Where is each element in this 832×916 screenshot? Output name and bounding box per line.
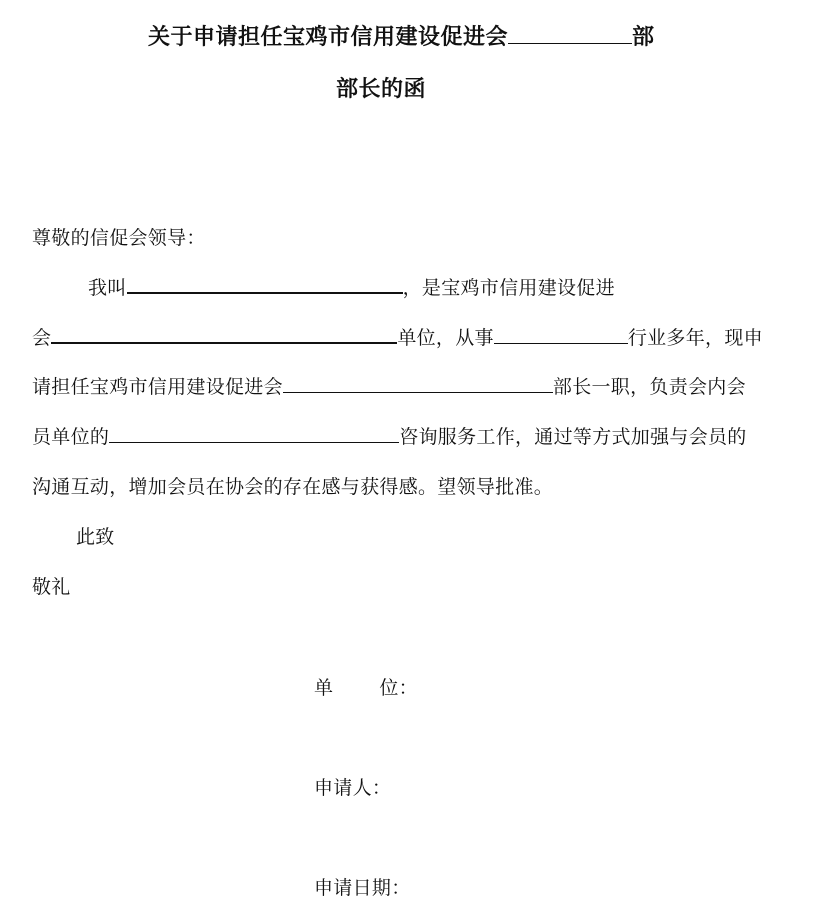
unit-label-b: 位： xyxy=(379,677,418,699)
body-line-1 xyxy=(88,272,615,300)
title-prefix: 关于申请担任宝鸡市信用建设促进会 xyxy=(148,24,509,50)
body-text: 员单位的 xyxy=(32,426,110,448)
unit-label-a: 单 xyxy=(314,677,334,699)
salutation: 尊敬的信促会领导： xyxy=(32,227,206,249)
body-line-4 xyxy=(32,422,747,449)
body-text: 单位，从事 xyxy=(397,327,494,349)
body-text: 会 xyxy=(32,327,52,349)
body-text: ，是宝鸡市信用建设促进 xyxy=(402,277,615,299)
body-text: 请担任宝鸡市信用建设促进会 xyxy=(32,376,283,398)
department-blank-2[interactable] xyxy=(283,372,553,393)
body-text: 部长一职，负责会内会 xyxy=(552,376,746,398)
body-text: 我叫 xyxy=(88,277,127,299)
body-line-2 xyxy=(32,322,763,350)
document-title-line2: 部长的函 xyxy=(336,76,427,102)
applicant-label: 申请人： xyxy=(314,777,392,799)
closing-line1: 此致 xyxy=(76,526,115,548)
closing-line2: 敬礼 xyxy=(32,576,71,598)
document-title-line1 xyxy=(148,20,655,51)
unit-blank[interactable] xyxy=(51,322,397,344)
service-blank[interactable] xyxy=(109,422,399,443)
body-text: 咨询服务工作，通过等方式加强与会员的 xyxy=(399,426,747,448)
body-line-5: 沟通互动，增加会员在协会的存在感与获得感。望领导批准。 xyxy=(32,476,554,498)
industry-blank[interactable] xyxy=(494,323,628,344)
name-blank[interactable] xyxy=(127,272,403,294)
body-line-3 xyxy=(32,372,746,399)
date-label: 申请日期： xyxy=(314,877,411,899)
title-suffix: 部 xyxy=(632,24,655,50)
body-text: 行业多年，现申 xyxy=(627,327,763,349)
department-blank[interactable] xyxy=(508,23,632,44)
unit-label xyxy=(314,673,418,700)
